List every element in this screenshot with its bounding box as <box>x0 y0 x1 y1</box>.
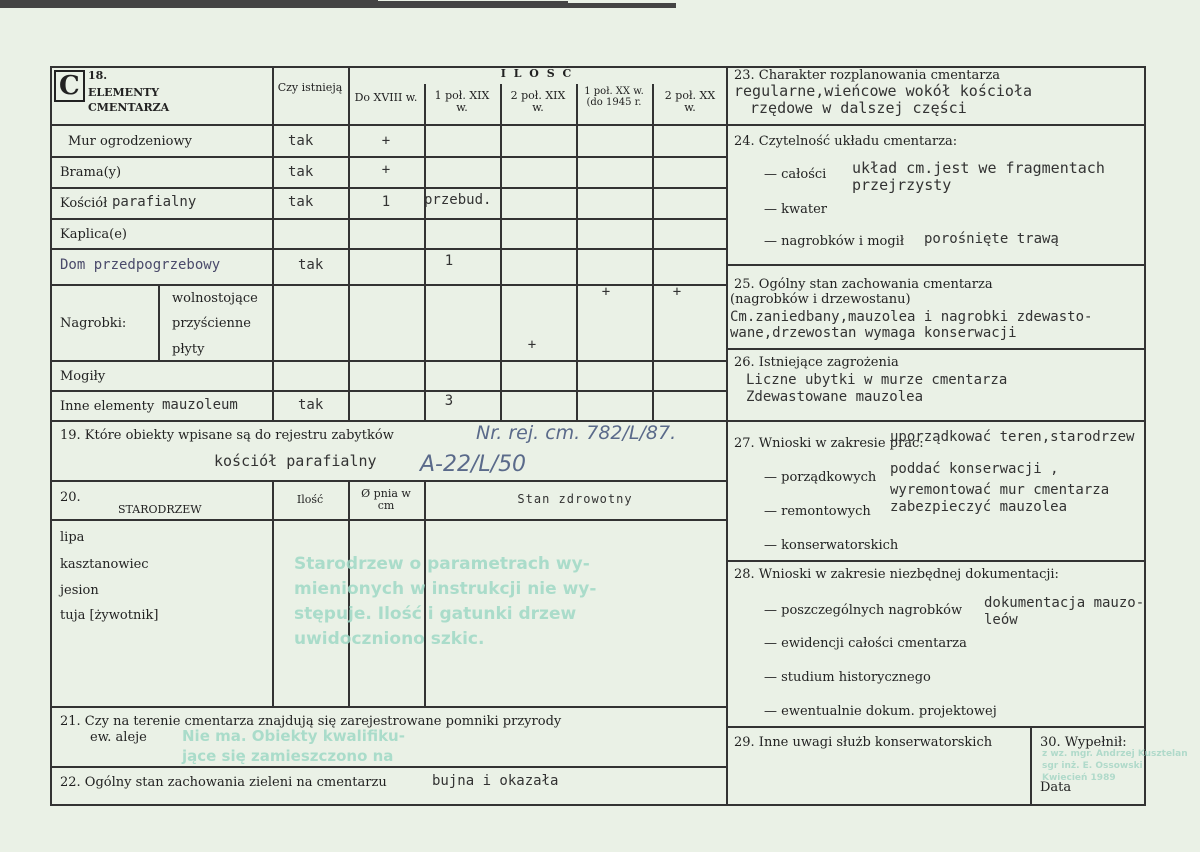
section27-value2: poddać konserwacji , <box>890 461 1059 477</box>
period-col-2: 1 poł. XIX w. <box>434 89 490 114</box>
section18-title2: CMENTARZA <box>88 101 170 114</box>
right-border <box>1144 66 1146 806</box>
row-extra-kosciol: parafialny <box>112 194 197 210</box>
section21-label1: 21. Czy na terenie cmentarza znajdują się zarejestrowane pomniki przyrody <box>60 714 562 729</box>
row-label-kaplica: Kaplica(e) <box>60 227 127 242</box>
row-value: przebud. <box>424 192 492 208</box>
row-value: + <box>672 284 682 300</box>
section19-handwriting: Nr. rej. cm. 782/L/87. <box>476 422 677 444</box>
period-col-3: 2 poł. XIX w. <box>510 89 566 114</box>
section24-calosci: — całości <box>764 167 827 182</box>
section18-title1: ELEMENTY <box>88 86 160 99</box>
section23-value2: rzędowe w dalszej części <box>750 99 967 117</box>
tree-jesion: jesion <box>60 583 99 598</box>
section19-value: kościół parafialny <box>214 452 377 470</box>
section-c-letter: C <box>54 70 85 102</box>
section23-value1: regularne,wieńcowe wokół kościoła <box>734 82 1033 100</box>
section27-value3: wyremontować mur cmentarza <box>890 482 1110 498</box>
section22-value: bujna i okazała <box>432 773 559 789</box>
row-label-mur: Mur ogrodzeniowy <box>68 134 192 149</box>
section25-value2: wane,drzewostan wymaga konserwacji <box>730 325 1017 341</box>
row-label-brama: Brama(y) <box>60 165 122 180</box>
row-label-mogily: Mogiły <box>60 369 106 384</box>
section24-nagrobkow: — nagrobków i mogił <box>764 234 905 249</box>
row-exists-kosciol: tak <box>288 194 314 210</box>
section28-value1: dokumentacja mauzo- <box>984 595 1145 611</box>
section20-stamp: Starodrzew o parametrach wy- mienionych w instrukcji nie wy- stępuje. Ilość i gatunki drzew uwidoczniono szkic. <box>294 554 597 649</box>
section21-stamp: Nie ma. Obiekty kwalifiku- jące się zamieszczono na <box>182 727 405 765</box>
section27-value4: zabezpieczyć mauzolea <box>890 499 1068 515</box>
period-col-1: Do XVIII w. <box>354 91 418 104</box>
left-border <box>50 66 52 806</box>
section27-label: 27. Wnioski w zakresie prac: <box>734 436 924 451</box>
row-extra-inne: mauzoleum <box>162 397 238 413</box>
section27-konserwatorskich: — konserwatorskich <box>764 538 899 553</box>
tree-tuja: tuja [żywotnik] <box>60 608 159 623</box>
section30-data: Data <box>1040 780 1072 795</box>
section26-label: 26. Istniejące zagrożenia <box>734 355 899 370</box>
section28-item3: — studium historycznego <box>764 670 931 685</box>
section20-title: STARODRZEW <box>118 503 202 516</box>
section28-value2: leów <box>984 612 1018 628</box>
row-label-inne: Inne elementy <box>60 399 155 414</box>
section23-label: 23. Charakter rozplanowania cmentarza <box>734 68 1001 83</box>
row-exists-dom: tak <box>298 257 324 273</box>
section26-value1: Liczne ubytki w murze cmentarza <box>746 372 1008 388</box>
row-value: + <box>381 162 391 178</box>
section24-value1: układ cm.jest we fragmentach <box>852 159 1105 177</box>
section27-porzadkowych: — porządkowych <box>764 470 877 485</box>
section27-remontowych: — remontowych <box>764 504 871 519</box>
ilosc-header: I L O Ś Ć <box>500 67 574 80</box>
tree-lipa: lipa <box>60 530 85 545</box>
row-value: 1 <box>444 253 454 269</box>
section26-value2: Zdewastowane mauzolea <box>746 389 924 405</box>
period-col-5: 2 poł. XX w. <box>664 89 716 114</box>
row-value: + <box>381 133 391 149</box>
section24-kwater: — kwater <box>764 202 828 217</box>
section20-stan: Stan zdrowotny <box>517 492 633 506</box>
row-value: + <box>527 337 537 353</box>
row-value: 3 <box>444 393 454 409</box>
section24-value3: porośnięte trawą <box>924 231 1059 247</box>
tree-kasztanowiec: kasztanowiec <box>60 557 149 572</box>
row-label-plyty: płyty <box>172 342 205 357</box>
section19-label: 19. Które obiekty wpisane są do rejestru zabytków <box>60 428 394 443</box>
section25-label2: (nagrobków i drzewostanu) <box>730 292 911 307</box>
section30-label: 30. Wypełnił: <box>1040 735 1127 750</box>
section29-label: 29. Inne uwagi służb konserwatorskich <box>734 735 993 750</box>
exists-header: Czy istnieją <box>277 81 343 94</box>
section28-item2: — ewidencji całości cmentarza <box>764 636 967 651</box>
row-exists-inne: tak <box>298 397 324 413</box>
section28-label: 28. Wnioski w zakresie niezbędnej dokumentacji: <box>734 567 1059 582</box>
section21-label2: ew. aleje <box>90 730 147 745</box>
bottom-border <box>50 804 1146 806</box>
middle-divider <box>726 66 728 806</box>
section30-stamp: z wz. mgr. Andrzej Kusztelan sgr inż. E. Ossowski Kwiecień 1989 <box>1042 749 1188 783</box>
section20-ilosc: Ilość <box>296 493 324 506</box>
section25-value1: Cm.zaniedbany,mauzolea i nagrobki zdewasto- <box>730 309 1093 325</box>
section24-value2: przejrzysty <box>852 176 952 194</box>
section22-label: 22. Ogólny stan zachowania zieleni na cmentarzu <box>60 775 387 790</box>
period-col-4: 1 poł. XX w. (do 1945 r. <box>584 86 644 108</box>
section27-value1: uporządkować teren,starodrzew <box>890 429 1135 445</box>
row-label-wolnostojace: wolnostojące <box>172 291 258 306</box>
section19-register-number: A-22/L/50 <box>420 452 527 477</box>
section25-label1: 25. Ogólny stan zachowania cmentarza <box>734 277 993 292</box>
row-exists-mur: tak <box>288 133 314 149</box>
row-exists-brama: tak <box>288 164 314 180</box>
row-label-kosciol: Kościół <box>60 196 108 211</box>
row-value: + <box>601 284 611 300</box>
section24-label: 24. Czytelność układu cmentarza: <box>734 134 958 149</box>
section28-item4: — ewentualnie dokum. projektowej <box>764 704 997 719</box>
section28-item1: — poszczególnych nagrobków <box>764 603 963 618</box>
section18-num: 18. <box>88 69 108 82</box>
section20-num: 20. <box>60 490 81 505</box>
row-label-dom: Dom przedpogrzebowy <box>60 257 221 273</box>
row-value: 1 <box>381 194 391 210</box>
row-label-przyscienne: przyścienne <box>172 316 251 331</box>
section20-fi: Ø pnia w cm <box>361 487 411 512</box>
nagrobki-label: Nagrobki: <box>60 316 127 331</box>
